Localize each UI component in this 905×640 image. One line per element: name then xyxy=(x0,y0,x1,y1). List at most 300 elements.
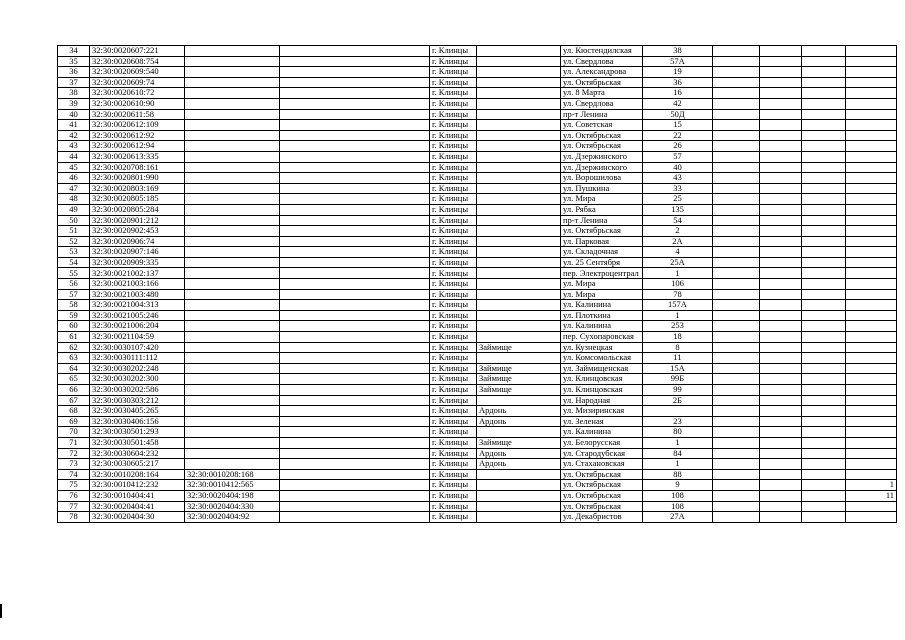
house-number-cell: 84 xyxy=(643,448,713,459)
blank-cell-cell xyxy=(713,67,760,78)
city-cell: г. Клинцы xyxy=(430,321,477,332)
related-cadastral-number-cell xyxy=(185,204,280,215)
city-cell: г. Клинцы xyxy=(430,247,477,258)
house-number-cell: 57А xyxy=(643,56,713,67)
city-cell: г. Клинцы xyxy=(430,310,477,321)
blank-cell-cell xyxy=(280,236,430,247)
street-cell: ул. Парковая xyxy=(561,236,643,247)
house-number-cell: 99 xyxy=(643,385,713,396)
table-row xyxy=(58,332,897,343)
locality-cell xyxy=(477,512,561,523)
count-cell xyxy=(846,162,897,173)
blank-cell-cell xyxy=(760,120,802,131)
row-number-cell: 78 xyxy=(58,512,90,523)
blank-cell-cell xyxy=(802,46,846,57)
city-cell: г. Клинцы xyxy=(430,406,477,417)
related-cadastral-number-cell xyxy=(185,120,280,131)
street-cell: ул. Зеленая xyxy=(561,416,643,427)
locality-cell xyxy=(477,300,561,311)
street-cell: ул. Октябрьская xyxy=(561,469,643,480)
related-cadastral-number-cell xyxy=(185,173,280,184)
related-cadastral-number-cell xyxy=(185,77,280,88)
cadastral-number-cell: 32:30:0021104:59 xyxy=(90,332,185,343)
locality-cell xyxy=(477,321,561,332)
city-cell: г. Клинцы xyxy=(430,257,477,268)
street-cell: ул. Плоткина xyxy=(561,310,643,321)
row-number-cell: 45 xyxy=(58,162,90,173)
house-number-cell: 2 xyxy=(643,226,713,237)
blank-cell-cell xyxy=(802,501,846,512)
locality-cell xyxy=(477,88,561,99)
street-cell: ул. Декабристов xyxy=(561,512,643,523)
city-cell: г. Клинцы xyxy=(430,279,477,290)
house-number-cell: 54 xyxy=(643,215,713,226)
related-cadastral-number-cell xyxy=(185,109,280,120)
count-cell xyxy=(846,236,897,247)
street-cell: ул. Мира xyxy=(561,279,643,290)
related-cadastral-number-cell xyxy=(185,151,280,162)
city-cell: г. Клинцы xyxy=(430,490,477,501)
blank-cell-cell xyxy=(760,310,802,321)
blank-cell-cell xyxy=(760,77,802,88)
blank-cell-cell xyxy=(713,353,760,364)
row-number-cell: 34 xyxy=(58,46,90,57)
blank-cell-cell xyxy=(760,141,802,152)
related-cadastral-number-cell xyxy=(185,406,280,417)
count-cell xyxy=(846,332,897,343)
city-cell: г. Клинцы xyxy=(430,385,477,396)
blank-cell-cell xyxy=(760,183,802,194)
locality-cell xyxy=(477,215,561,226)
locality-cell xyxy=(477,332,561,343)
count-cell xyxy=(846,183,897,194)
row-number-cell: 77 xyxy=(58,501,90,512)
table-row xyxy=(58,215,897,226)
blank-cell-cell xyxy=(802,480,846,491)
locality-cell xyxy=(477,501,561,512)
street-cell: ул. Складочная xyxy=(561,247,643,258)
related-cadastral-number-cell: 32:30:0020404:330 xyxy=(185,501,280,512)
blank-cell-cell xyxy=(802,120,846,131)
related-cadastral-number-cell xyxy=(185,289,280,300)
blank-cell-cell xyxy=(802,385,846,396)
blank-cell-cell xyxy=(760,374,802,385)
row-number-cell: 65 xyxy=(58,374,90,385)
locality-cell xyxy=(477,247,561,258)
table-row xyxy=(58,141,897,152)
street-cell: ул. Александрова xyxy=(561,67,643,78)
blank-cell-cell xyxy=(802,416,846,427)
count-cell xyxy=(846,56,897,67)
cadastral-number-cell: 32:30:0020612:109 xyxy=(90,120,185,131)
city-cell: г. Клинцы xyxy=(430,268,477,279)
count-cell xyxy=(846,215,897,226)
cadastral-number-cell: 32:30:0020613:335 xyxy=(90,151,185,162)
related-cadastral-number-cell xyxy=(185,247,280,258)
table-row xyxy=(58,173,897,184)
row-number-cell: 46 xyxy=(58,173,90,184)
count-cell xyxy=(846,194,897,205)
blank-cell-cell xyxy=(713,162,760,173)
row-number-cell: 61 xyxy=(58,332,90,343)
related-cadastral-number-cell xyxy=(185,437,280,448)
city-cell: г. Клинцы xyxy=(430,469,477,480)
row-number-cell: 76 xyxy=(58,490,90,501)
blank-cell-cell xyxy=(280,342,430,353)
house-number-cell: 106 xyxy=(643,279,713,290)
related-cadastral-number-cell: 32:30:0020404:198 xyxy=(185,490,280,501)
locality-cell xyxy=(477,141,561,152)
row-number-cell: 54 xyxy=(58,257,90,268)
blank-cell-cell xyxy=(802,151,846,162)
city-cell: г. Клинцы xyxy=(430,98,477,109)
table-row xyxy=(58,289,897,300)
row-number-cell: 63 xyxy=(58,353,90,364)
related-cadastral-number-cell xyxy=(185,88,280,99)
blank-cell-cell xyxy=(760,342,802,353)
blank-cell-cell xyxy=(713,512,760,523)
blank-cell-cell xyxy=(280,332,430,343)
blank-cell-cell xyxy=(802,247,846,258)
house-number-cell: 80 xyxy=(643,427,713,438)
table-row xyxy=(58,353,897,364)
related-cadastral-number-cell xyxy=(185,416,280,427)
related-cadastral-number-cell xyxy=(185,130,280,141)
row-number-cell: 74 xyxy=(58,469,90,480)
street-cell: ул. Дзержинского xyxy=(561,151,643,162)
table-row xyxy=(58,310,897,321)
blank-cell-cell xyxy=(802,67,846,78)
blank-cell-cell xyxy=(713,56,760,67)
locality-cell xyxy=(477,279,561,290)
related-cadastral-number-cell xyxy=(185,385,280,396)
locality-cell xyxy=(477,353,561,364)
street-cell: ул. Советская xyxy=(561,120,643,131)
city-cell: г. Клинцы xyxy=(430,289,477,300)
cadastral-number-cell: 32:30:0030202:586 xyxy=(90,385,185,396)
blank-cell-cell xyxy=(713,395,760,406)
blank-cell-cell xyxy=(280,77,430,88)
count-cell xyxy=(846,141,897,152)
locality-cell: Ардонь xyxy=(477,416,561,427)
blank-cell-cell xyxy=(280,56,430,67)
blank-cell-cell xyxy=(802,332,846,343)
blank-cell-cell xyxy=(802,141,846,152)
street-cell: ул. Кюстендилская xyxy=(561,46,643,57)
count-cell xyxy=(846,173,897,184)
table-row xyxy=(58,77,897,88)
blank-cell-cell xyxy=(802,353,846,364)
street-cell: ул. Мира xyxy=(561,289,643,300)
table-row xyxy=(58,120,897,131)
house-number-cell: 135 xyxy=(643,204,713,215)
city-cell: г. Клинцы xyxy=(430,88,477,99)
locality-cell xyxy=(477,67,561,78)
blank-cell-cell xyxy=(760,194,802,205)
cadastral-number-cell: 32:30:0020801:990 xyxy=(90,173,185,184)
table-body xyxy=(58,46,897,523)
locality-cell xyxy=(477,490,561,501)
blank-cell-cell xyxy=(280,226,430,237)
blank-cell-cell xyxy=(713,501,760,512)
table-row xyxy=(58,406,897,417)
related-cadastral-number-cell xyxy=(185,215,280,226)
city-cell: г. Клинцы xyxy=(430,173,477,184)
city-cell: г. Клинцы xyxy=(430,501,477,512)
row-number-cell: 72 xyxy=(58,448,90,459)
count-cell xyxy=(846,342,897,353)
locality-cell xyxy=(477,194,561,205)
locality-cell: Займище xyxy=(477,374,561,385)
blank-cell-cell xyxy=(760,469,802,480)
table-row xyxy=(58,204,897,215)
blank-cell-cell xyxy=(760,385,802,396)
locality-cell xyxy=(477,226,561,237)
count-cell xyxy=(846,130,897,141)
city-cell: г. Клинцы xyxy=(430,151,477,162)
blank-cell-cell xyxy=(713,279,760,290)
house-number-cell: 27А xyxy=(643,512,713,523)
locality-cell: Займище xyxy=(477,363,561,374)
street-cell: ул. Стахановская xyxy=(561,459,643,470)
blank-cell-cell xyxy=(760,98,802,109)
table-row xyxy=(58,98,897,109)
blank-cell-cell xyxy=(280,279,430,290)
house-number-cell: 40 xyxy=(643,162,713,173)
count-cell: 1 xyxy=(846,480,897,491)
house-number-cell: 36 xyxy=(643,77,713,88)
blank-cell-cell xyxy=(802,236,846,247)
city-cell: г. Клинцы xyxy=(430,332,477,343)
cadastral-number-cell: 32:30:0021006:204 xyxy=(90,321,185,332)
count-cell xyxy=(846,469,897,480)
row-number-cell: 37 xyxy=(58,77,90,88)
count-cell xyxy=(846,46,897,57)
cadastral-number-cell: 32:30:0030303:212 xyxy=(90,395,185,406)
count-cell xyxy=(846,257,897,268)
blank-cell-cell xyxy=(713,300,760,311)
cadastral-number-cell: 32:30:0020901:212 xyxy=(90,215,185,226)
row-number-cell: 41 xyxy=(58,120,90,131)
blank-cell-cell xyxy=(713,46,760,57)
blank-cell-cell xyxy=(280,46,430,57)
street-cell: ул. Октябрьская xyxy=(561,501,643,512)
row-number-cell: 53 xyxy=(58,247,90,258)
blank-cell-cell xyxy=(760,501,802,512)
blank-cell-cell xyxy=(713,88,760,99)
count-cell xyxy=(846,416,897,427)
blank-cell-cell xyxy=(713,469,760,480)
blank-cell-cell xyxy=(760,395,802,406)
row-number-cell: 43 xyxy=(58,141,90,152)
count-cell xyxy=(846,321,897,332)
blank-cell-cell xyxy=(802,56,846,67)
count-cell xyxy=(846,226,897,237)
house-number-cell: 11 xyxy=(643,353,713,364)
house-number-cell: 19 xyxy=(643,67,713,78)
blank-cell-cell xyxy=(280,194,430,205)
city-cell: г. Клинцы xyxy=(430,141,477,152)
house-number-cell: 26 xyxy=(643,141,713,152)
street-cell: ул. Кузнецкая xyxy=(561,342,643,353)
related-cadastral-number-cell xyxy=(185,162,280,173)
blank-cell-cell xyxy=(280,130,430,141)
related-cadastral-number-cell xyxy=(185,310,280,321)
blank-cell-cell xyxy=(802,448,846,459)
blank-cell-cell xyxy=(802,342,846,353)
count-cell xyxy=(846,77,897,88)
related-cadastral-number-cell xyxy=(185,353,280,364)
locality-cell: Ардонь xyxy=(477,406,561,417)
row-number-cell: 68 xyxy=(58,406,90,417)
cadastral-number-cell: 32:30:0030406:156 xyxy=(90,416,185,427)
blank-cell-cell xyxy=(760,363,802,374)
street-cell: ул. Октябрьская xyxy=(561,490,643,501)
blank-cell-cell xyxy=(280,98,430,109)
count-cell xyxy=(846,300,897,311)
row-number-cell: 59 xyxy=(58,310,90,321)
street-cell: ул. Октябрьская xyxy=(561,141,643,152)
city-cell: г. Клинцы xyxy=(430,109,477,120)
table-row xyxy=(58,448,897,459)
blank-cell-cell xyxy=(760,321,802,332)
house-number-cell xyxy=(643,406,713,417)
count-cell xyxy=(846,98,897,109)
blank-cell-cell xyxy=(713,289,760,300)
locality-cell xyxy=(477,77,561,88)
house-number-cell: 9 xyxy=(643,480,713,491)
table-row xyxy=(58,67,897,78)
row-number-cell: 38 xyxy=(58,88,90,99)
cadastral-number-cell: 32:30:0020608:754 xyxy=(90,56,185,67)
blank-cell-cell xyxy=(802,257,846,268)
row-number-cell: 70 xyxy=(58,427,90,438)
blank-cell-cell xyxy=(802,215,846,226)
house-number-cell: 42 xyxy=(643,98,713,109)
cadastral-number-cell: 32:30:0020609:540 xyxy=(90,67,185,78)
blank-cell-cell xyxy=(760,448,802,459)
street-cell: ул. Калинина xyxy=(561,300,643,311)
blank-cell-cell xyxy=(280,501,430,512)
table-row xyxy=(58,363,897,374)
blank-cell-cell xyxy=(802,289,846,300)
blank-cell-cell xyxy=(713,374,760,385)
city-cell: г. Клинцы xyxy=(430,374,477,385)
table-row xyxy=(58,183,897,194)
cadastral-number-cell: 32:30:0020906:74 xyxy=(90,236,185,247)
street-cell: ул. Мизиринская xyxy=(561,406,643,417)
house-number-cell: 88 xyxy=(643,469,713,480)
blank-cell-cell xyxy=(280,141,430,152)
house-number-cell: 15А xyxy=(643,363,713,374)
blank-cell-cell xyxy=(760,289,802,300)
house-number-cell: 1 xyxy=(643,459,713,470)
related-cadastral-number-cell xyxy=(185,268,280,279)
blank-cell-cell xyxy=(802,226,846,237)
blank-cell-cell xyxy=(713,332,760,343)
table-row xyxy=(58,385,897,396)
table-row xyxy=(58,162,897,173)
blank-cell-cell xyxy=(280,247,430,258)
related-cadastral-number-cell xyxy=(185,279,280,290)
table-row xyxy=(58,427,897,438)
count-cell xyxy=(846,151,897,162)
blank-cell-cell xyxy=(760,353,802,364)
house-number-cell: 16 xyxy=(643,88,713,99)
cadastral-number-cell: 32:30:0021003:166 xyxy=(90,279,185,290)
locality-cell xyxy=(477,162,561,173)
locality-cell: Ардонь xyxy=(477,459,561,470)
city-cell: г. Клинцы xyxy=(430,194,477,205)
blank-cell-cell xyxy=(802,512,846,523)
row-number-cell: 35 xyxy=(58,56,90,67)
blank-cell-cell xyxy=(713,77,760,88)
blank-cell-cell xyxy=(713,437,760,448)
house-number-cell: 99Б xyxy=(643,374,713,385)
related-cadastral-number-cell xyxy=(185,46,280,57)
street-cell: ул. Ворошилова xyxy=(561,173,643,184)
cadastral-number-cell: 32:30:0030501:458 xyxy=(90,437,185,448)
table-row xyxy=(58,226,897,237)
locality-cell xyxy=(477,469,561,480)
related-cadastral-number-cell: 32:30:0020404:92 xyxy=(185,512,280,523)
blank-cell-cell xyxy=(760,46,802,57)
city-cell: г. Клинцы xyxy=(430,353,477,364)
blank-cell-cell xyxy=(280,162,430,173)
cadastral-number-cell: 32:30:0020609:74 xyxy=(90,77,185,88)
related-cadastral-number-cell xyxy=(185,56,280,67)
table-row xyxy=(58,257,897,268)
street-cell: ул. Дзержинского xyxy=(561,162,643,173)
blank-cell-cell xyxy=(713,363,760,374)
blank-cell-cell xyxy=(713,109,760,120)
blank-cell-cell xyxy=(280,268,430,279)
cadastral-number-cell: 32:30:0020907:146 xyxy=(90,247,185,258)
related-cadastral-number-cell xyxy=(185,332,280,343)
blank-cell-cell xyxy=(802,469,846,480)
related-cadastral-number-cell xyxy=(185,448,280,459)
blank-cell-cell xyxy=(802,109,846,120)
count-cell xyxy=(846,427,897,438)
blank-cell-cell xyxy=(713,416,760,427)
house-number-cell: 8 xyxy=(643,342,713,353)
house-number-cell: 1 xyxy=(643,268,713,279)
blank-cell-cell xyxy=(760,416,802,427)
blank-cell-cell xyxy=(280,151,430,162)
street-cell: ул. Мира xyxy=(561,194,643,205)
row-number-cell: 64 xyxy=(58,363,90,374)
city-cell: г. Клинцы xyxy=(430,300,477,311)
blank-cell-cell xyxy=(802,459,846,470)
blank-cell-cell xyxy=(802,363,846,374)
blank-cell-cell xyxy=(802,310,846,321)
table-row xyxy=(58,469,897,480)
blank-cell-cell xyxy=(280,109,430,120)
row-number-cell: 49 xyxy=(58,204,90,215)
blank-cell-cell xyxy=(760,406,802,417)
house-number-cell: 2А xyxy=(643,236,713,247)
house-number-cell: 43 xyxy=(643,173,713,184)
row-number-cell: 69 xyxy=(58,416,90,427)
row-number-cell: 62 xyxy=(58,342,90,353)
locality-cell xyxy=(477,480,561,491)
blank-cell-cell xyxy=(713,236,760,247)
blank-cell-cell xyxy=(280,204,430,215)
house-number-cell: 15 xyxy=(643,120,713,131)
related-cadastral-number-cell xyxy=(185,300,280,311)
blank-cell-cell xyxy=(280,395,430,406)
cadastral-number-cell: 32:30:0020612:92 xyxy=(90,130,185,141)
